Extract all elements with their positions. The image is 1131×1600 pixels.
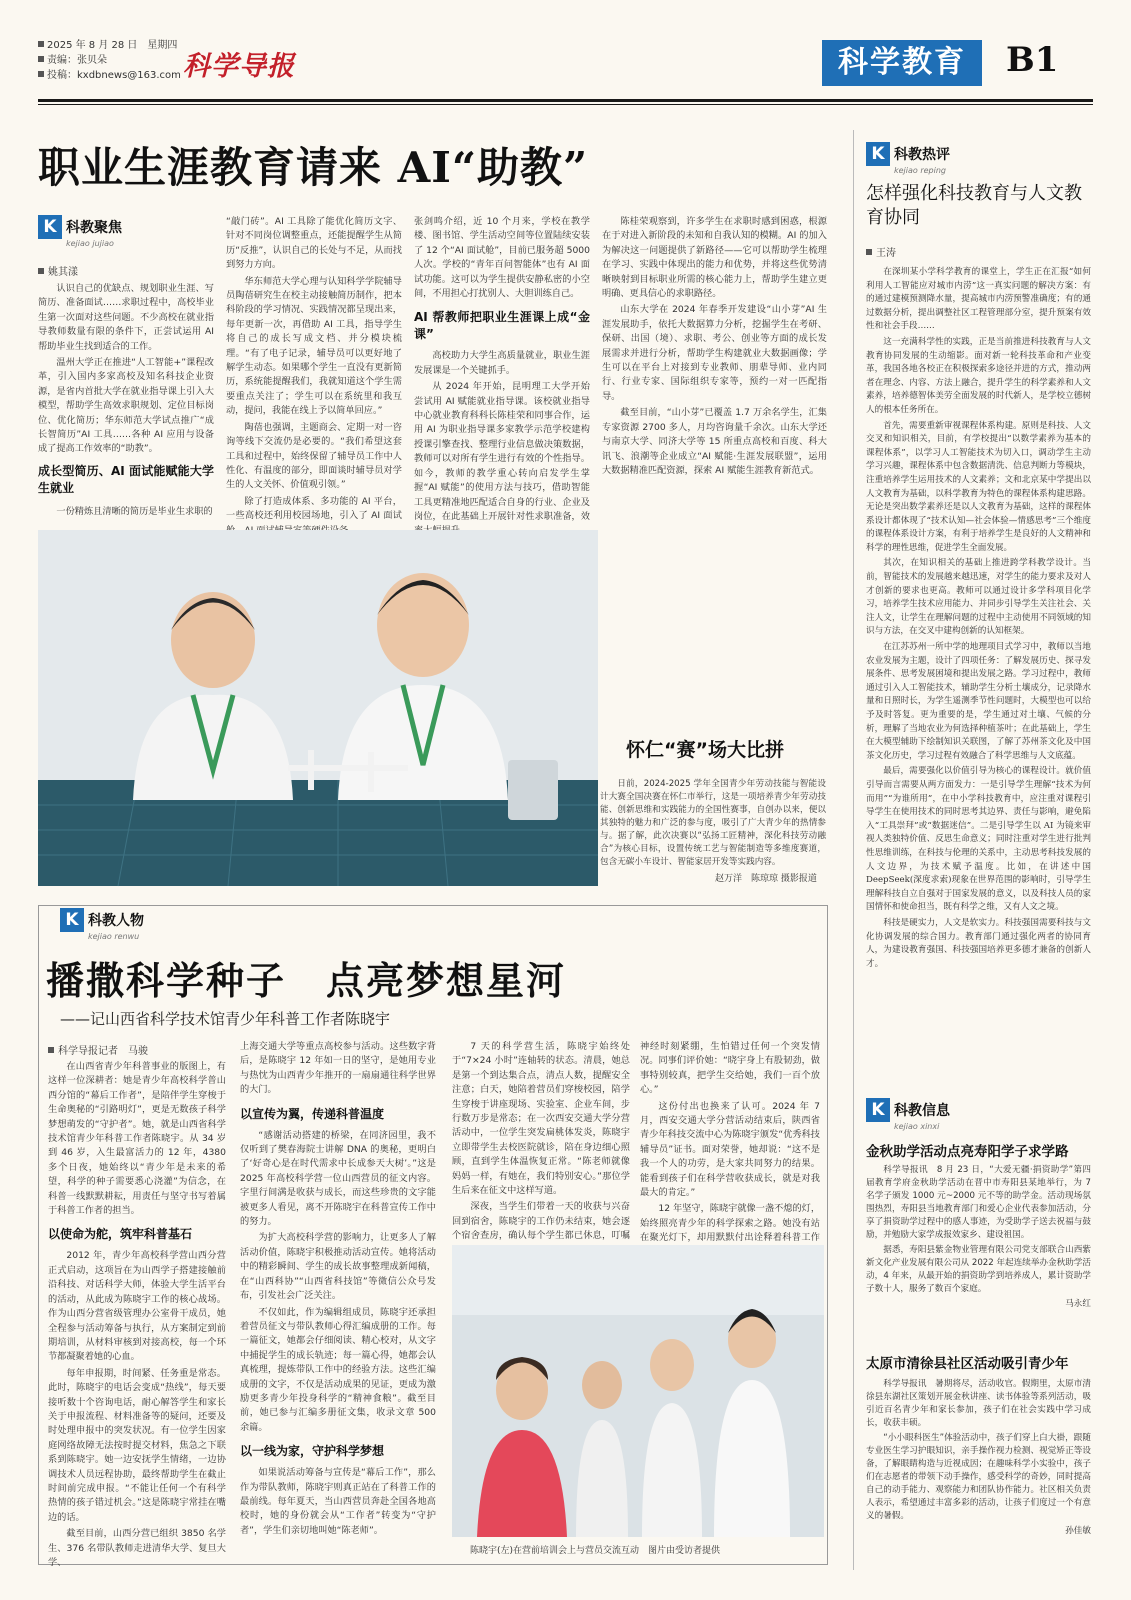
photo1-text [600, 778, 826, 868]
photo-training-session [452, 1245, 824, 1537]
paragraph: 截至目前，“山小芽”已覆盖 1.7 万余名学生，汇集专家资源 2700 多人，月均咨询量千余次。山东大学还与南京大学、同济大学等 15 所重点高校和百度、科大讯飞、浪潮等企业成立“AI 赋能·生涯发展联盟”，运用大数据精准匹配资源，探索 AI 赋能生涯教育新范式。 [602, 407, 827, 476]
paragraph: 除了打造成体系、多功能的 AI 平台，一些高校还利用校园场地，引入了 AI 面试 [226, 495, 402, 522]
paragraph: 科技是硬实力，人文是软实力。科技强国需要科技与文化协调发展的综合国力。教育部门通过强化两者的协同育人，为建设教育强国、科技强国培养更多德才兼备的创新人才。 [866, 917, 1091, 969]
paragraph: 其次，在知识相关的基础上推进跨学科教学设计。当前，智能技术的发展越来越迅速，对学生的能力要求及对人才创新的要求也更高。教师可以通过设计多学科项目化学习，培养学生技术应用能力、并同步引导学生关注社会、关注人文，让学生在理解问题的过程中主动使用不同领域的知识与方法，在交叉中建构创新的认知框架。 [866, 558, 1091, 637]
section-label: 科学教育 [822, 40, 982, 86]
header-editor: 责编：张贝朵 [38, 53, 181, 68]
news-tag-pinyin: kejiao xinxi [894, 1122, 940, 1131]
photo1-title: 怀仁“赛”场大比拼 [626, 739, 784, 761]
news-tag [866, 1098, 950, 1131]
photo2-caption: 陈晓宇(左)在营前培训会上与营员交流互动 图片由受访者提供 [470, 1546, 721, 1556]
k-logo-icon: K [866, 142, 890, 166]
paragraph: 深夜，当学生们带着一天的收获与兴奋回到宿舍，陈晓宇的工作仍未结束，她会逐个宿舍查房，确认每个学生都已休息，叮嘱 [452, 1201, 630, 1242]
header-meta [38, 38, 181, 83]
paragraph: 在深圳某小学科学教育的课堂上，学生正在汇报“如何利用人工智能应对城市内涝”这一真实问题的解决方案：有的通过建模预测降水量，提高城市内涝预警准确度；有的通过数据分析，提出调整社区工程管理部分室，提升预案有效性和社会手段…… [866, 267, 1091, 332]
photo-illustration [38, 530, 598, 886]
paragraph: 最后，需要强化以价值引导为核心的课程设计。就价值引导而言需要从两方面发力：一是引导学生理解“技术为何而用”“为谁所用”，在中小学科技教育中，应注重对课程引导学生在使用技术的同时思考其边界、责任与影响，避免陷入“工具崇拜”或“数据迷信”。二是引导学生以 AI 为镜来审视人类独特价值、反思生命意义；同时注重对学生进行批判性思维训练，在科技与伦理的关系中，主动思考科技发展的人文边界，为技术赋予温度。比如，在讲述中国 DeepSeek(深度求索)现象在世界范围的影响时，引导学生理解科技自立自强对于国家发展的意义，以及科技人员的家国情怀和使命担当，既有科学之维，又有人文之境。 [866, 766, 1091, 913]
paragraph: 陶蓓也强调，主题商会、定期一对一咨询等线下交流仍是必要的。“我们希望这套工具和过程中，始终保留了辅导员工作中人性化、有温度的部分，即面谈时辅导员对学生的人文关怀、价值观引领。” [226, 421, 402, 491]
news1-body [866, 1164, 1091, 1332]
paragraph: 从 2024 年开始，昆明理工大学开始尝试用 AI 赋能就业指导课。该校就业指导中心就业教育科科长陈桂荣和同事合作，运用 AI 为职业指导课多家教学示范学校建构授课引擎查找、整理行业信息做决策数据，教师可以对所有学生进行有效的个性指导。如今，教师的教学重心转向启发学生掌握“AI 赋能”的使用方法与技巧，借助智能工具更精准地匹配适合自身的行业、企业及岗位，在此基础上开展针对性求职准备，效 [414, 381, 590, 522]
news1-author: 马永红 [1065, 1299, 1091, 1309]
commentary-title: 怎样强化科技教育与人文教育协同 [866, 183, 1082, 228]
article2-column-1 [48, 1060, 226, 1568]
paragraph: 华东师范大学心理与认知科学学院辅导员陶蓓研究生在校主动接触简历制作，把本科阶段的学习情况、实践情况都呈现出来，每年更新一次，再借助 AI 工具，指导学生将自己的成长写成文档、并分模块梳理。“有了电子记录，辅导员可以更好地了解学生动态。如果哪个学生一直没有更新简历，系统能提醒我们，我就知道这个学生需要重点关注了；学生可以在系统里和我互动，提问，我能在线上予以简单回应。” [226, 275, 402, 417]
paragraph: 在江苏苏州一所中学的地理项目式学习中，教师以当地农业发展为主题，设计了四项任务：了解发展历史、探寻发展条件、思考发展困境和提出发展之路。学习过程中，教师通过引入人工智能技术，辅助学生分析土壤成分，记录降水量和日照时长，为学生遥测季节性问题时，大模型也可以给予及时答复。更为重要的是，学生通过对土壤、气候的分析，理解了当地农业为何选择种植茶叶；在此基础上，学生在大模型辅助下绘制知识关联图，了解了苏州茶文化及中国茶文化历史，学习过程有效融合了科学思维与人文底蕴。 [866, 642, 1091, 761]
article1-tag [38, 215, 122, 248]
paragraph: 山东大学在 2024 年春季开发建设“山小芽”AI 生涯发展助手，依托大数据算力分析，挖掘学生在考研、保研、出国（境）、求职、考公、创业等方面的成长发展需求并进行分析，帮助学生构建就业大数据画像；学生可以在平台上对接到专业教师、朋辈导师、业内同行、行业专家、国际组织专家等，预约一对一匹配指导。 [602, 304, 827, 402]
article2-subhead-1: 以使命为舵，筑牢科普基石 [48, 1227, 193, 1242]
article2-subtitle: ——记山西省科学技术馆青少年科普工作者陈晓宇 [60, 1010, 391, 1028]
article2-author: 科学导报记者 马骏 [48, 1042, 148, 1057]
paragraph: 上海交通大学等重点高校参与活动。这些数字背后，是陈晓宇 12 年如一日的坚守，是她用专业与热忱为山西青少年推开的一扇扇通往科学世界的大门。 [240, 1041, 436, 1096]
paragraph: 科学导报讯 暑期将尽，活动收官。假期里，太原市清徐县东湖社区策划开展金秋讲座、读书体验等系列活动，吸引近百名青少年和家长参加，孩子们在社会实践中学习成长，收获丰硕。 [866, 1379, 1091, 1428]
article1-tag-pinyin: kejiao jujiao [66, 239, 114, 248]
paragraph: 高校助力大学生高质量就业，职业生涯发展课是一个关键抓手。 [414, 350, 590, 376]
paragraph: “感谢活动搭建的桥梁，在同济园里，我不仅听到了樊春海院士讲解 DNA 的奥秘，更明白了‘好奇心是在时代需求中长成参天大树’。”这是 2025 年高校科学营一位山西营员的征文内容。字里行间满是收获与成长，而这些珍贵的文字能被更多人看见，离不开陈晓宇在科普宣传工作中的努力。 [240, 1129, 436, 1228]
paragraph: 科学导报讯 8 月 23 日，“大爱无疆·捐资助学”第四届教育学府金秋助学活动在晋中市寿阳县某地举行，为 7 名学子颁发 1000 元~2000 元不等的助学金。活动现场氛围热烈，寿阳县当地教育部门和爱心企业代表参加活动，分享了捐资助学过程中的感人事迹，为受助学子送去祝福与鼓励，并勉励大家学成报效家乡、建设祖国。 [866, 1165, 1091, 1240]
header-rule-thin [38, 104, 1093, 105]
k-logo-icon: K [38, 215, 62, 239]
header-date: 2025 年 8 月 28 日 星期四 [38, 38, 181, 53]
header-email: 投稿：kxdbnews@163.com [38, 68, 181, 83]
article2-column-3 [452, 1040, 630, 1240]
commentary-author: 王涛 [866, 244, 896, 259]
article1-column-2 [226, 215, 402, 522]
paragraph: 温州大学正在推进“人工智能+”课程改革，引入国内多家高校及知名科技企业资源，是省内首批大学在就业指导课上引入大模型，帮助学生高效求职规划、定位目标岗位、优化简历；华东师范大学试点推广“成长智简历”AI 工具……各种 AI 应用与设备成了提高工作效率的“助教”。 [38, 357, 214, 455]
article2-subhead-3: 以一线为家，守护科学梦想 [240, 1444, 385, 1459]
article2-tag-label: 科教人物 [88, 913, 144, 929]
paragraph: 陈桂荣观察到，许多学生在求职时感到困惑，根源在于对进入新阶段的未知和自我认知的模糊。AI 的加入为解决这一问题提供了新路径——它可以帮助学生梳理在学习、实践中体现出的能力和优势，并将这些优势清晰映射到目标职业所需的核心能力上，帮助学生建立更明确、更具信心的求职路径。 [602, 216, 827, 300]
article1-tag-label: 科教聚焦 [66, 220, 122, 236]
commentary-tag-pinyin: kejiao reping [894, 166, 946, 175]
paragraph: 为扩大高校科学营的影响力，让更多人了解活动价值，陈晓宇积极推动活动宣传。她将活动中的精彩瞬间、学生的成长故事整理成新闻稿，在“山西科协”“山西省科技馆”等微信公众号发布，引发社会广泛关注。 [240, 1232, 436, 1302]
photo-illustration [452, 1245, 824, 1537]
article1-subhead-1: 成长型简历、AI 面试能赋能大学生就业 [38, 463, 214, 495]
paragraph: 据悉，寿阳县紫金物业管理有限公司党支部联合山西紫新文化产业发展有限公司从 2022 年起连续举办金秋助学活动，4 年来，从最开始的捐资助学到培养成人，累计资助学子数十人，服务了数百个家庭。 [866, 1245, 1091, 1294]
paragraph: 认识自己的优缺点、规划职业生涯、写简历、准备面试……求职过程中，高校毕业生第一次面对这些问题。不少高校在就业指导教师数量有限的条件下，正尝试运用 AI 帮助毕业生找到适合的工作。 [38, 283, 214, 352]
news2-title: 太原市清徐县社区活动吸引青少年 [866, 1356, 1069, 1372]
paragraph: 不仅如此，作为编辑组成员，陈晓宇还承担着营员征文与带队教师心得汇编成册的工作。每一篇征文，她都会仔细阅读、精心校对，从文字中捕捉学生的成长轨迹；每一篇心得，她都会认真梳理，提炼带队工作中的经验方法。这些汇编成册的文字，不仅是活动成果的见证，更成为激励更多青少年投身科学的“精神食粮”。截至目前，她已参与汇编多册征文集，收录文章 500 余篇。 [240, 1306, 436, 1433]
page-number: B1 [1006, 40, 1059, 80]
news1-title: 金秋助学活动点亮寿阳学子求学路 [866, 1144, 1069, 1160]
paragraph: “小小眼科医生”体验活动中，孩子们穿上白大褂，跟随专业医生学习护眼知识，亲手操作视力检测、视觉矫正等设备，了解眼睛构造与近视成因；在趣味科学小实验中，孩子们在志愿者的带领下动手操作，感受科学的奇妙，同时提高自己的动手能力、观察能力和团队协作能力。社区相关负责人表示，希望通过丰富多彩的活动，让孩子们度过一个有意义的暑假。 [866, 1433, 1091, 1521]
paragraph: 张剑鸣介绍，近 10 个月来，学校在教学楼、图书馆、学生活动空间等位置陆续安装了 12 个“AI 面试舱”，目前已服务超 5000 人次。学校的“青年百问智能体”也有 AI 面试功能。这可以为学生提供安静私密的小空间，不用担心打扰别人、大胆训练自己。 [414, 216, 590, 300]
article1-column-4 [602, 215, 827, 522]
commentary-tag-label: 科教热评 [894, 147, 950, 163]
article2-tag-pinyin: kejiao renwu [88, 932, 140, 941]
paragraph: 这一充满科学性的实践，正是当前推进科技教育与人文教育协同发展的生动缩影。面对新一轮科技革命和产业变革，我国各地各校正在积极探索多途径并进的方式，推动两者在理念、内容、方法上融合，提升学生的科学素养和人文素养，培养德智体美劳全面发展的时代新人，是学校立德树人的根本任务所在。 [866, 336, 1091, 415]
paragraph: 这份付出也换来了认可。2024 年 7 月，西安交通大学分营活动结束后，陕西省青少年科技交流中心为陈晓宇颁发“优秀科技辅导员”证书。面对荣誉，她却说：“这不是我一个人的功劳，是大家共同努力的结果。能看到孩子们在科学营收获成长，就是对我最大的肯定。” [640, 1100, 820, 1199]
paragraph: 每年申报期，时间紧、任务重是常态。此时，陈晓宇的电话会变成“热线”，每天要接听数十个咨询电话，耐心解答学生和家长关于申报流程、材料准备等的疑问，还要及时处理申报中的突发状况。有一位学生因家庭网络故障无法按时提交材料，焦急之下联系到陈晓宇。她一边安抚学生情绪，一边协调技术人员远程协助，最终帮助学生在截止时间前完成申报。“不能让任何一个有科学热情的孩子错过机会。”这是陈晓宇常挂在嘴边的话。 [48, 1367, 226, 1523]
paragraph: 首先，需要重新审视课程体系构建。原则是科技、人文交叉和知识相关，目前，有学校提出“以数学素养为基本的课程体系”，以学习人工智能技术为切入口，调动学生主动学习兴趣，课程体系中包含数据清洗、信息判断力等模块，注重培养学生运用技术的人文素养；文和北京某中学提出以人文教育为基础，以科学教育为特色的课程体系构建思路。无论是突出数学素养还是以人文教育为基础，这样的课程体系设计都体现了“技术认知—社会体验—情感思考”三个维度的课程体系设计方案，有利于培养学生是良好的人文精神和科学的理性思维，促进学生全面发展。 [866, 420, 1091, 553]
article2-tag [60, 908, 144, 941]
masthead-logo: 科学导报 [183, 51, 295, 82]
article1-author: 姚其漾 [38, 263, 78, 278]
commentary-tag [866, 142, 950, 175]
article2-title: 播撒科学种子 点亮梦想星河 [46, 958, 567, 1003]
paragraph: 如果说活动筹备与宣传是“幕后工作”，那么作为带队教师，陈晓宇则真正站在了科普工作的最前线。每年夏天，当山西营员奔赴全国各地高校时，她的身份就会从“工作者”转变为“守护者”，学生们亲切地叫她“陈老师”。 [240, 1467, 436, 1536]
paragraph: 一份精炼且清晰的简历是毕业生求职的 [56, 505, 213, 517]
paragraph: 神经时刻紧绷，生怕错过任何一个突发情况。同事们评价她：“晓宇身上有股韧劲，做事特别较真，把学生交给她，我们一百个放心。” [640, 1041, 820, 1096]
article2-subhead-2: 以宣传为翼，传递科普温度 [240, 1106, 385, 1121]
article1-subhead-2: AI 帮教师把职业生涯课上成“金课” [414, 310, 590, 342]
news-tag-label: 科教信息 [894, 1103, 950, 1119]
paragraph: 日前，2024-2025 学年全国青少年劳动技能与智能设计大赛全国决赛在怀仁市举行，这是一项培养青少年劳动技能、创新思维和实践能力的全国性赛事，自创办以来，便以其独特的魅力和广泛的参与度，吸引了广大青少年的热情参与。据了解，此次决赛以“弘扬工匠精神，深化科技劳动融合”为核心目标，设置传统工艺与智能制造等多维度赛道，包含无碳小车设计、智能家居开发等实践内容。 [600, 779, 826, 867]
news2-body [866, 1378, 1091, 1568]
article2-column-2 [240, 1040, 436, 1552]
article1-column-3 [414, 215, 590, 522]
article2-column-4 [640, 1040, 821, 1244]
paragraph: 7 天的科学营生活，陈晓宇始终处于“7×24 小时”连轴转的状态。清晨，她总是第一个到达集合点，清点人数，提醒安全注意；白天，她陪着营员们穿梭校园，陪学生穿梭于讲座现场、实验室、企业车间，步行数万步是常态；在一次西安交通大学分营活动中，一位学生突发扁桃体发炎，陈晓宇立即带学生去校医院就诊，陪在身边细心照顾，直到学生体温恢复正常。“陈老师就像妈妈一样，有她在，我们特别安心。”那位学生后来在征文中这样写道。 [452, 1041, 630, 1197]
article1-title: 职业生涯教育请来 AI“助教” [38, 143, 589, 192]
paragraph: 12 年坚守，陈晓宇就像一盏不熄的灯，始终照亮青少年的科学探索之路。她没有站在聚光灯下，却用默默付出诠释着科普工作 [640, 1203, 821, 1244]
article1-column-1 [38, 282, 214, 522]
k-logo-icon: K [60, 908, 84, 932]
k-logo-icon: K [866, 1098, 890, 1122]
paragraph: “敲门砖”。AI 工具除了能优化简历文字、针对不同岗位调整重点，还能提醒学生从简历“反推”，认识自己的长处与不足，从而找到努力方向。 [226, 216, 402, 271]
photo-children-competition [38, 530, 598, 886]
header-rule [38, 99, 1093, 102]
photo1-credit: 赵万洋 陈琼琼 摄影报道 [715, 874, 817, 884]
news2-author: 孙佳敏 [1065, 1526, 1091, 1536]
right-column-divider [853, 130, 854, 1570]
paragraph: 在山西省青少年科普事业的版图上，有这样一位深耕者：她是青少年高校科学普山西分馆的“幕后工作者”，是陪伴学生穿梭于生命奥秘的“引路明灯”，更是无数孩子科学梦想萌发的“守护者”。她，就是山西省科学技术馆青少年科普工作者陈晓宇。从 34 岁到 46 岁，入生最富活力的 12 年，4380 多个日夜，她始终以“青少年是未来的希望，科学的种子需要悉心浇灌”为信念，在科普一线默默耕耘，用责任与坚守书写着属于科普工作者的担当。 [48, 1061, 226, 1217]
paragraph: 截至目前，山西分营已组织 3850 名学生、376 名带队教师走进清华大学、复旦大学、 [48, 1528, 226, 1568]
paragraph: 2012 年，青少年高校科学营山西分营正式启动，这项旨在为山西学子搭建接触前沿科技、对话科学大师，体验大学生活平台的活动，从此成为陈晓宇工作的核心战场。作为山西分营省级管理办公室骨干成员，她全程参与活动筹备与执行，从方案制定到前期培训，从材料审核到对接高校，每一个环节都凝聚着她的心血。 [48, 1250, 226, 1363]
